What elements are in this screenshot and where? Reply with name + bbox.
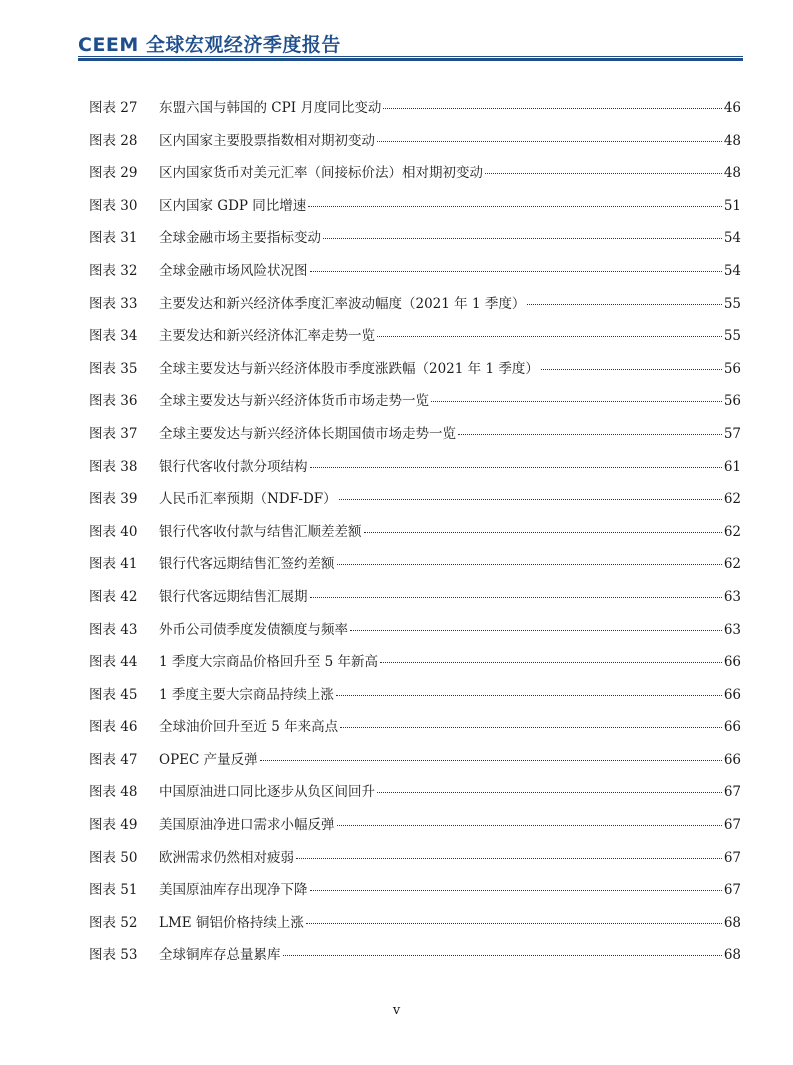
toc-entry[interactable] xyxy=(89,487,741,520)
toc-entry[interactable] xyxy=(89,552,741,585)
dot-leader xyxy=(310,467,722,468)
figure-title: 全球主要发达与新兴经济体长期国债市场走势一览 xyxy=(159,425,456,442)
dot-leader xyxy=(323,238,722,239)
page-number: v xyxy=(392,1003,401,1018)
dot-leader xyxy=(380,662,722,663)
header-rule-thick xyxy=(78,58,743,61)
toc-entry[interactable] xyxy=(89,455,741,488)
figure-label: 图表 49 xyxy=(89,817,138,834)
figure-label: 图表 44 xyxy=(89,654,138,671)
figure-label: 图表 48 xyxy=(89,784,138,801)
figure-page-number: 51 xyxy=(723,197,741,214)
figure-page-number: 67 xyxy=(723,784,741,801)
toc-entry[interactable] xyxy=(89,911,741,944)
figure-label: 图表 31 xyxy=(89,230,138,247)
figure-label: 图表 36 xyxy=(89,393,138,410)
figure-title: 全球油价回升至近 5 年来高点 xyxy=(159,719,339,736)
dot-leader xyxy=(283,955,722,956)
figure-page-number: 48 xyxy=(723,132,741,149)
figure-label: 图表 33 xyxy=(89,295,138,312)
figure-title: 区内国家主要股票指数相对期初变动 xyxy=(159,132,375,149)
dot-leader xyxy=(339,499,722,500)
dot-leader xyxy=(337,825,722,826)
dot-leader xyxy=(296,858,722,859)
figure-title: 人民币汇率预期（NDF-DF） xyxy=(159,491,337,508)
figure-page-number: 67 xyxy=(723,882,741,899)
dot-leader xyxy=(260,760,722,761)
figure-title: 区内国家 GDP 同比增速 xyxy=(159,197,307,214)
dot-leader xyxy=(350,630,722,631)
dot-leader xyxy=(527,304,721,305)
figure-title: 中国原油进口同比逐步从负区间回升 xyxy=(159,784,375,801)
figure-page-number: 67 xyxy=(723,849,741,866)
figure-label: 图表 37 xyxy=(89,425,138,442)
figure-title: 欧洲需求仍然相对疲弱 xyxy=(159,849,294,866)
dot-leader xyxy=(458,434,722,435)
figure-label: 图表 34 xyxy=(89,328,138,345)
toc-entry[interactable] xyxy=(89,813,741,846)
report-header-title: CEEM 全球宏观经济季度报告 xyxy=(78,34,341,56)
toc-entry[interactable] xyxy=(89,161,741,194)
figure-label: 图表 53 xyxy=(89,947,138,964)
figure-label: 图表 39 xyxy=(89,491,138,508)
figure-title: 银行代客收付款与结售汇顺差差额 xyxy=(159,523,362,540)
figure-title: 全球主要发达与新兴经济体股市季度涨跌幅（2021 年 1 季度） xyxy=(159,360,539,377)
figure-title: LME 铜铝价格持续上涨 xyxy=(159,914,304,931)
figure-label: 图表 27 xyxy=(89,100,138,116)
toc-entry[interactable] xyxy=(89,748,741,781)
figure-page-number: 54 xyxy=(723,230,741,247)
figure-page-number: 63 xyxy=(723,621,741,638)
figure-page-number: 61 xyxy=(723,458,741,475)
figure-title: 1 季度大宗商品价格回升至 5 年新高 xyxy=(159,654,379,671)
toc-entry[interactable] xyxy=(89,422,741,455)
toc-entry[interactable] xyxy=(89,129,741,162)
figure-page-number: 68 xyxy=(723,947,741,964)
toc-entry[interactable] xyxy=(89,878,741,911)
figure-title: 全球金融市场风险状况图 xyxy=(159,262,308,279)
figure-title: 1 季度主要大宗商品持续上涨 xyxy=(159,686,334,703)
figure-page-number: 66 xyxy=(723,719,741,736)
figure-title: 区内国家货币对美元汇率（间接标价法）相对期初变动 xyxy=(159,165,483,182)
toc-entry[interactable] xyxy=(89,715,741,748)
figure-label: 图表 28 xyxy=(89,132,138,149)
dot-leader xyxy=(383,108,721,109)
figure-label: 图表 47 xyxy=(89,751,138,768)
figure-page-number: 62 xyxy=(723,491,741,508)
figure-label: 图表 52 xyxy=(89,914,138,931)
figure-label: 图表 32 xyxy=(89,262,138,279)
figure-page-number: 63 xyxy=(723,588,741,605)
dot-leader xyxy=(310,890,722,891)
figure-page-number: 48 xyxy=(723,165,741,182)
dot-leader xyxy=(364,532,722,533)
dot-leader xyxy=(431,401,722,402)
figure-list xyxy=(89,96,741,976)
figure-title: 全球金融市场主要指标变动 xyxy=(159,230,321,247)
dot-leader xyxy=(336,695,722,696)
figure-page-number: 54 xyxy=(723,262,741,279)
dot-leader xyxy=(541,369,722,370)
figure-label: 图表 45 xyxy=(89,686,138,703)
toc-entry[interactable] xyxy=(89,292,741,325)
figure-page-number: 57 xyxy=(723,425,741,442)
toc-entry[interactable] xyxy=(89,259,741,292)
figure-page-number: 55 xyxy=(723,328,741,345)
figure-title: 主要发达和新兴经济体汇率走势一览 xyxy=(159,328,375,345)
toc-entry[interactable] xyxy=(89,943,741,976)
toc-entry[interactable] xyxy=(89,585,741,618)
figure-page-number: 56 xyxy=(723,393,741,410)
figure-page-number: 68 xyxy=(723,914,741,931)
dot-leader xyxy=(308,206,722,207)
figure-page-number: 66 xyxy=(723,654,741,671)
figure-label: 图表 43 xyxy=(89,621,138,638)
dot-leader xyxy=(306,923,722,924)
figure-label: 图表 30 xyxy=(89,197,138,214)
dot-leader xyxy=(377,792,722,793)
toc-entry[interactable] xyxy=(89,194,741,227)
dot-leader xyxy=(310,597,722,598)
figure-page-number: 46 xyxy=(723,100,741,116)
figure-page-number: 55 xyxy=(723,295,741,312)
dot-leader xyxy=(377,141,722,142)
figure-title: OPEC 产量反弹 xyxy=(159,751,258,768)
figure-label: 图表 41 xyxy=(89,556,138,573)
figure-title: 美国原油净进口需求小幅反弹 xyxy=(159,817,335,834)
figure-page-number: 66 xyxy=(723,751,741,768)
toc-entry[interactable] xyxy=(89,780,741,813)
toc-entry[interactable] xyxy=(89,96,741,129)
figure-title: 主要发达和新兴经济体季度汇率波动幅度（2021 年 1 季度） xyxy=(159,295,526,312)
figure-label: 图表 40 xyxy=(89,523,138,540)
figure-title: 外币公司债季度发债额度与频率 xyxy=(159,621,348,638)
toc-entry[interactable] xyxy=(89,389,741,422)
figure-page-number: 67 xyxy=(723,817,741,834)
figure-title: 美国原油库存出现净下降 xyxy=(159,882,308,899)
toc-entry[interactable] xyxy=(89,846,741,879)
figure-page-number: 62 xyxy=(723,556,741,573)
figure-label: 图表 50 xyxy=(89,849,138,866)
figure-title: 银行代客收付款分项结构 xyxy=(159,458,308,475)
figure-label: 图表 46 xyxy=(89,719,138,736)
toc-entry[interactable] xyxy=(89,683,741,716)
toc-entry[interactable] xyxy=(89,357,741,390)
figure-title: 银行代客远期结售汇展期 xyxy=(159,588,308,605)
figure-page-number: 62 xyxy=(723,523,741,540)
toc-entry[interactable] xyxy=(89,618,741,651)
toc-entry[interactable] xyxy=(89,520,741,553)
figure-title: 全球铜库存总量累库 xyxy=(159,947,281,964)
dot-leader xyxy=(310,271,722,272)
figure-label: 图表 29 xyxy=(89,165,138,182)
figure-label: 图表 38 xyxy=(89,458,138,475)
dot-leader xyxy=(337,564,722,565)
dot-leader xyxy=(377,336,722,337)
dot-leader xyxy=(485,173,722,174)
figure-label: 图表 35 xyxy=(89,360,138,377)
figure-page-number: 56 xyxy=(723,360,741,377)
toc-entry[interactable] xyxy=(89,650,741,683)
figure-label: 图表 51 xyxy=(89,882,138,899)
toc-entry[interactable] xyxy=(89,226,741,259)
figure-page-number: 66 xyxy=(723,686,741,703)
toc-entry[interactable] xyxy=(89,324,741,357)
figure-title: 银行代客远期结售汇签约差额 xyxy=(159,556,335,573)
header-rule xyxy=(78,56,743,57)
dot-leader xyxy=(340,727,722,728)
figure-title: 全球主要发达与新兴经济体货币市场走势一览 xyxy=(159,393,429,410)
figure-title: 东盟六国与韩国的 CPI 月度同比变动 xyxy=(159,100,382,116)
figure-label: 图表 42 xyxy=(89,588,138,605)
